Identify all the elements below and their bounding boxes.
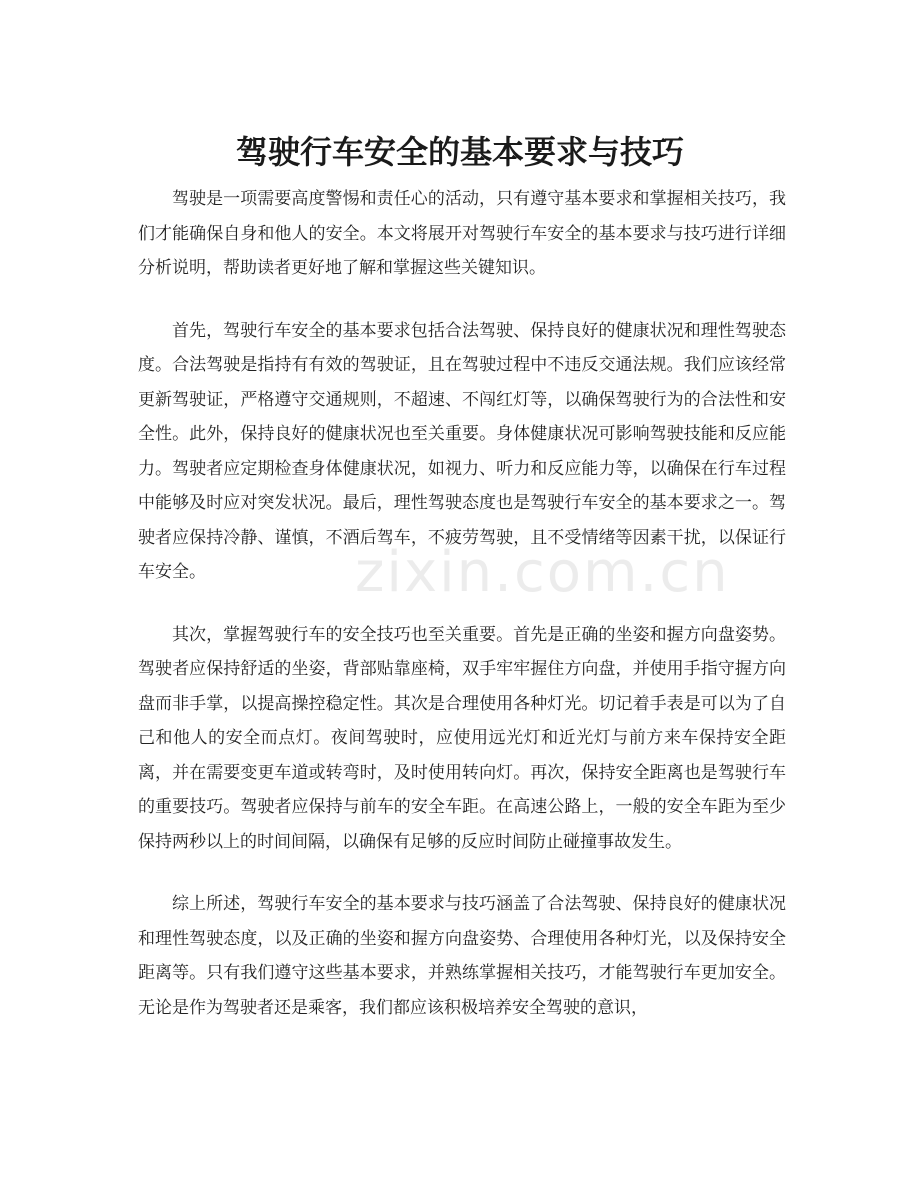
watermark: zixin.com.cn (355, 540, 730, 605)
document-title: 驾驶行车安全的基本要求与技巧 (235, 133, 684, 172)
paragraph-summary: 综上所述，驾驶行车安全的基本要求与技巧涵盖了合法驾驶、保持良好的健康状况和理性驾驶态度，以及正确的坐姿和握方向盘姿势、合理使用各种灯光，以及保持安全距离等。只有我们遵守这些基本要求，并熟练掌握相关技巧，才能驾驶行车更加安全。无论是作为驾驶者还是乘客，我们都应该积极培养安全驾驶的意识， (138, 894, 786, 1018)
paragraph-basic-requirements: 首先，驾驶行车安全的基本要求包括合法驾驶、保持良好的健康状况和理性驾驶态度。合法驾驶是指持有有效的驾驶证，且在驾驶过程中不违反交通法规。我们应该经常更新驾驶证，严格遵守交通规则，不超速、不闯红灯等，以确保驾驶行为的合法性和安全性。此外，保持良好的健康状况也至关重要。身体健康状况可影响驾驶技能和反应能力。驾驶者应定期检查身体健康状况，如视力、听力和反应能力等，以确保在行车过程中能够及时应对突发状况。最后，理性驾驶态度也是驾驶行车安全的基本要求之一。驾驶者应保持冷静、谨慎，不酒后驾车，不疲劳驾驶，且不受情绪等因素干扰，以保证行车安全。 (138, 320, 786, 582)
paragraph-intro: 驾驶是一项需要高度警惕和责任心的活动，只有遵守基本要求和掌握相关技巧，我们才能确保自身和他人的安全。本文将展开对驾驶行车安全的基本要求与技巧进行详细分析说明，帮助读者更好地了解和掌握这些关键知识。 (138, 189, 786, 278)
paragraph-safety-skills: 其次，掌握驾驶行车的安全技巧也至关重要。首先是正确的坐姿和握方向盘姿势。驾驶者应保持舒适的坐姿，背部贴靠座椅，双手牢牢握住方向盘，并使用手指守握方向盘而非手掌，以提高操控稳定性。其次是合理使用各种灯光。切记着手表是可以为了自己和他人的安全而点灯。夜间驾驶时，应使用远光灯和近光灯与前方来车保持安全距离，并在需要变更车道或转弯时，及时使用转向灯。再次，保持安全距离也是驾驶行车的重要技巧。驾驶者应保持与前车的安全车距。在高速公路上，一般的安全车距为至少保持两秒以上的时间间隔，以确保有足够的反应时间防止碰撞事故发生。 (138, 624, 786, 852)
document-body (138, 182, 786, 1053)
